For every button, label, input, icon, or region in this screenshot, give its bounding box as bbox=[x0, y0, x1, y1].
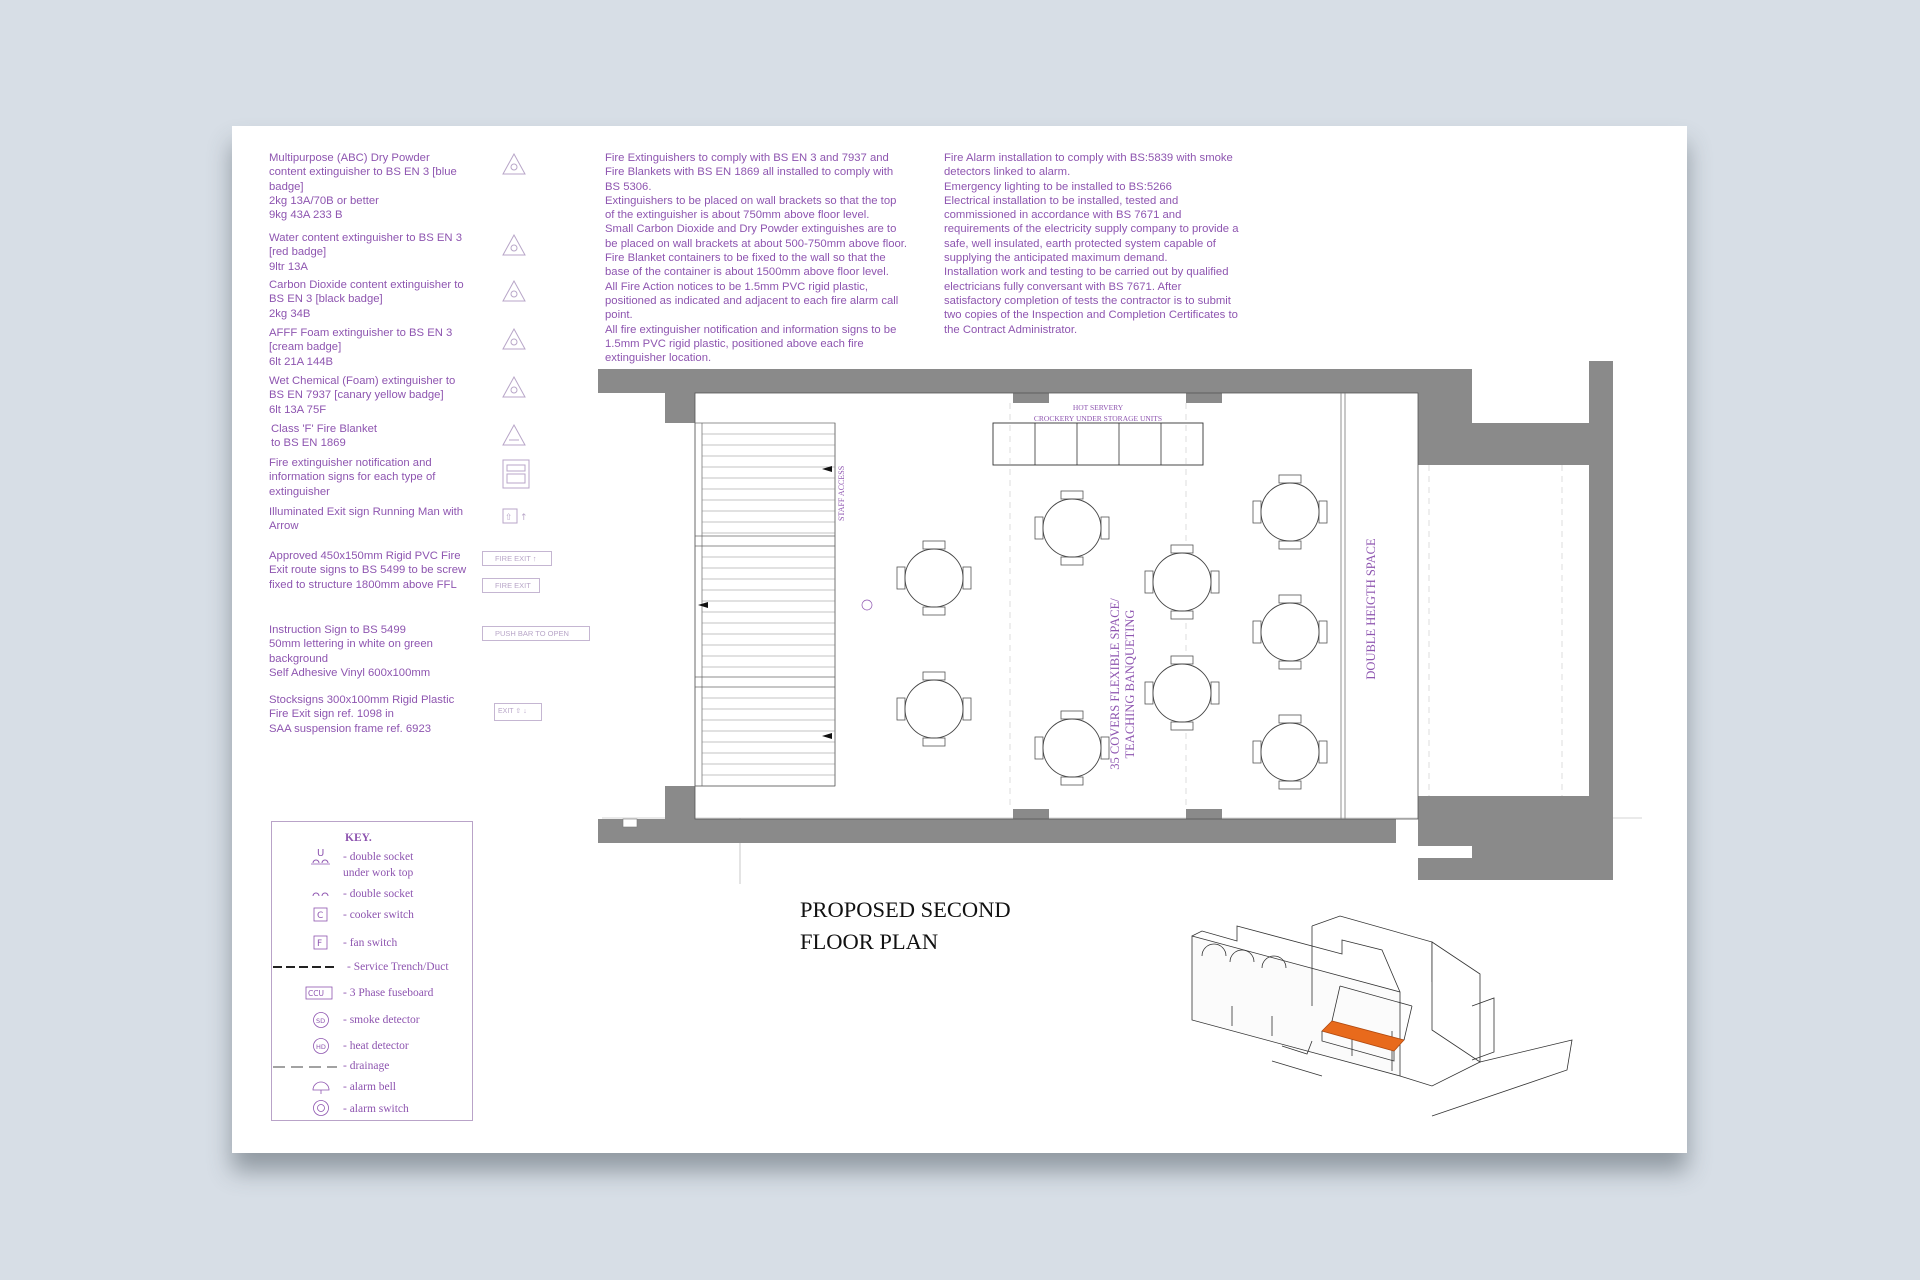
chair bbox=[1253, 501, 1261, 523]
svg-text:HD: HD bbox=[316, 1043, 326, 1051]
chair bbox=[1101, 517, 1109, 539]
round-table bbox=[1035, 491, 1109, 565]
chair bbox=[1061, 557, 1083, 565]
chair bbox=[1061, 711, 1083, 719]
chair bbox=[1253, 621, 1261, 643]
legend-item: Multipurpose (ABC) Dry Powder content extinguisher to BS EN 3 [blue badge] 2kg 13A/70B or better 9kg 43A 233 B bbox=[269, 152, 457, 222]
legend-item: Illuminated Exit sign Running Man with Arrow bbox=[269, 506, 464, 533]
round-table bbox=[1253, 475, 1327, 549]
legend-item: Class 'F' Fire Blanket to BS EN 1869 bbox=[271, 423, 378, 450]
chair bbox=[1279, 661, 1301, 669]
staff-access-label: STAFF ACCESS bbox=[837, 465, 846, 521]
legend-item: AFFF Foam extinguisher to BS EN 3 [cream badge] 6lt 21A 144B bbox=[269, 327, 453, 368]
svg-text:U: U bbox=[317, 848, 325, 859]
key-item: - alarm switch bbox=[343, 1103, 409, 1115]
chair bbox=[1279, 715, 1301, 723]
round-table bbox=[1145, 656, 1219, 730]
svg-text:F: F bbox=[317, 939, 323, 949]
fire-exit-sign-icon: FIRE EXIT ↑ bbox=[482, 551, 552, 566]
push-bar-sign-icon: PUSH BAR TO OPEN bbox=[482, 626, 590, 641]
key-item: - alarm bell bbox=[343, 1081, 397, 1093]
hot-servery bbox=[993, 403, 1203, 465]
chair bbox=[1171, 656, 1193, 664]
legend-item: Instruction Sign to BS 5499 50mm lettering in white on green background Self Adhesive Vinyl 600x100mm bbox=[269, 624, 433, 679]
double-height-label: DOUBLE HEIGTH SPACE bbox=[1364, 538, 1378, 680]
round-table bbox=[1145, 545, 1219, 619]
flexible-space-label: 35 COVERS FLEXIBLE SPACE/ bbox=[1108, 598, 1122, 770]
chair bbox=[1061, 777, 1083, 785]
chair bbox=[1035, 737, 1043, 759]
key-title: KEY. bbox=[345, 832, 372, 844]
chair bbox=[1279, 541, 1301, 549]
chair bbox=[1319, 621, 1327, 643]
title-line-2: FLOOR PLAN bbox=[800, 929, 939, 954]
key-item: - heat detector bbox=[343, 1040, 409, 1052]
chair bbox=[1211, 571, 1219, 593]
chair bbox=[1145, 682, 1153, 704]
chair bbox=[963, 567, 971, 589]
chair bbox=[1171, 722, 1193, 730]
legend-item: Fire extinguisher notification and information signs for each type of extinguisher bbox=[269, 457, 436, 498]
hot-servery-label: HOT SERVERY bbox=[1072, 403, 1124, 412]
round-table bbox=[1253, 595, 1327, 669]
chair bbox=[923, 672, 945, 680]
key-item: - drainage bbox=[343, 1060, 390, 1072]
chair bbox=[1061, 491, 1083, 499]
svg-text:↑: ↑ bbox=[520, 513, 528, 523]
svg-text:CCU: CCU bbox=[308, 989, 324, 998]
floor-plan bbox=[232, 126, 1687, 1153]
legend-item: Water content extinguisher to BS EN 3 [red badge] 9ltr 13A bbox=[269, 232, 462, 273]
key-item: - 3 Phase fuseboard bbox=[343, 987, 434, 999]
legend-item: Carbon Dioxide content extinguisher to BS EN 3 [black badge] 2kg 34B bbox=[269, 279, 464, 320]
round-table bbox=[897, 541, 971, 615]
chair bbox=[1035, 517, 1043, 539]
fire-notes: Fire Extinguishers to comply with BS EN 3 and 7937 and Fire Blankets with BS EN 1869 all installed to comply with BS 5306. Extinguishers to be placed on wall brackets so that the top of the extinguisher is about 750mm above floor level. Small Carbon Dioxide and Dry Powder extinguishes are to be placed on wall brackets at about 500-750mm above floor. Fire Blanket containers to be fixed to the wall so that the base of the container is about 1500mm above floor level. All Fire Action notices to be 1.5mm PVC rigid plastic, positioned as indicated and adjacent to each fire alarm call point. All fire extinguisher notification and information signs to be 1.5mm PVC rigid plastic, positioned above each fire extinguisher location. bbox=[605, 152, 908, 365]
chair bbox=[1145, 571, 1153, 593]
round-table bbox=[1035, 711, 1109, 785]
legend-item: Stocksigns 300x100mm Rigid Plastic Fire Exit sign ref. 1098 in SAA suspension frame ref. 6923 bbox=[269, 694, 455, 735]
drawing-title bbox=[800, 894, 1011, 958]
key-item: - double socket under work top bbox=[343, 851, 414, 879]
title-line-1: PROPOSED SECOND bbox=[800, 897, 1011, 922]
electrical-notes: Fire Alarm installation to comply with BS:5839 with smoke detectors linked to alarm. Emergency lighting to be installed to BS:5266 Electrical installation to be installed, tested and commissioned in accordance with BS 7671 and requirements of the electricity supply company to provide a safe, well insulated, earth protected system capable of supplying the anticipated maximum demand. Installation work and testing to be carried out by qualified electricians fully conversant with BS 7671. After satisfactory completion of tests the contractor is to submit two copies of the Inspection and Completion Certificates to the Contract Administrator. bbox=[944, 152, 1239, 336]
legend-item: Wet Chemical (Foam) extinguisher to BS EN 7937 [canary yellow badge] 6lt 13A 75F bbox=[269, 375, 456, 416]
chair bbox=[1319, 741, 1327, 763]
chair bbox=[1211, 682, 1219, 704]
chair bbox=[923, 541, 945, 549]
svg-text:⇧: ⇧ bbox=[505, 513, 513, 523]
crockery-label: CROCKERY UNDER STORAGE UNITS bbox=[1033, 414, 1163, 423]
drawing-sheet bbox=[232, 126, 1687, 1153]
svg-text:C: C bbox=[317, 911, 324, 921]
chair bbox=[1171, 611, 1193, 619]
key-item: - Service Trench/Duct bbox=[347, 961, 449, 973]
chair bbox=[963, 698, 971, 720]
chair bbox=[1319, 501, 1327, 523]
key-item: - cooker switch bbox=[343, 909, 414, 921]
chair bbox=[923, 738, 945, 746]
legend-item: Approved 450x150mm Rigid PVC Fire Exit route signs to BS 5499 to be screw fixed to structure 1800mm above FFL bbox=[269, 550, 467, 591]
key-item: - double socket bbox=[343, 888, 414, 900]
round-table bbox=[1253, 715, 1327, 789]
staircase bbox=[695, 423, 835, 786]
chair bbox=[897, 698, 905, 720]
key-item: - fan switch bbox=[343, 937, 398, 949]
round-table bbox=[897, 672, 971, 746]
chair bbox=[1253, 741, 1261, 763]
svg-text:SD: SD bbox=[316, 1017, 326, 1025]
chair bbox=[1279, 595, 1301, 603]
stair-treads bbox=[702, 434, 835, 775]
section-sketch bbox=[1192, 916, 1572, 1116]
stair-arrow-icon bbox=[698, 602, 708, 608]
chair bbox=[923, 607, 945, 615]
teaching-banqueting-label: TEACHING BANQUETING bbox=[1123, 609, 1137, 759]
fire-exit-sign-icon: FIRE EXIT bbox=[482, 578, 540, 593]
stair-arrow-icon bbox=[822, 733, 832, 739]
chair bbox=[897, 567, 905, 589]
key-item: - smoke detector bbox=[343, 1014, 420, 1026]
chair bbox=[1279, 781, 1301, 789]
stocksign-icon: EXIT ⇧ ↓ bbox=[494, 703, 542, 721]
chair bbox=[1279, 475, 1301, 483]
smoke-detector-icon bbox=[862, 600, 872, 610]
chair bbox=[1171, 545, 1193, 553]
